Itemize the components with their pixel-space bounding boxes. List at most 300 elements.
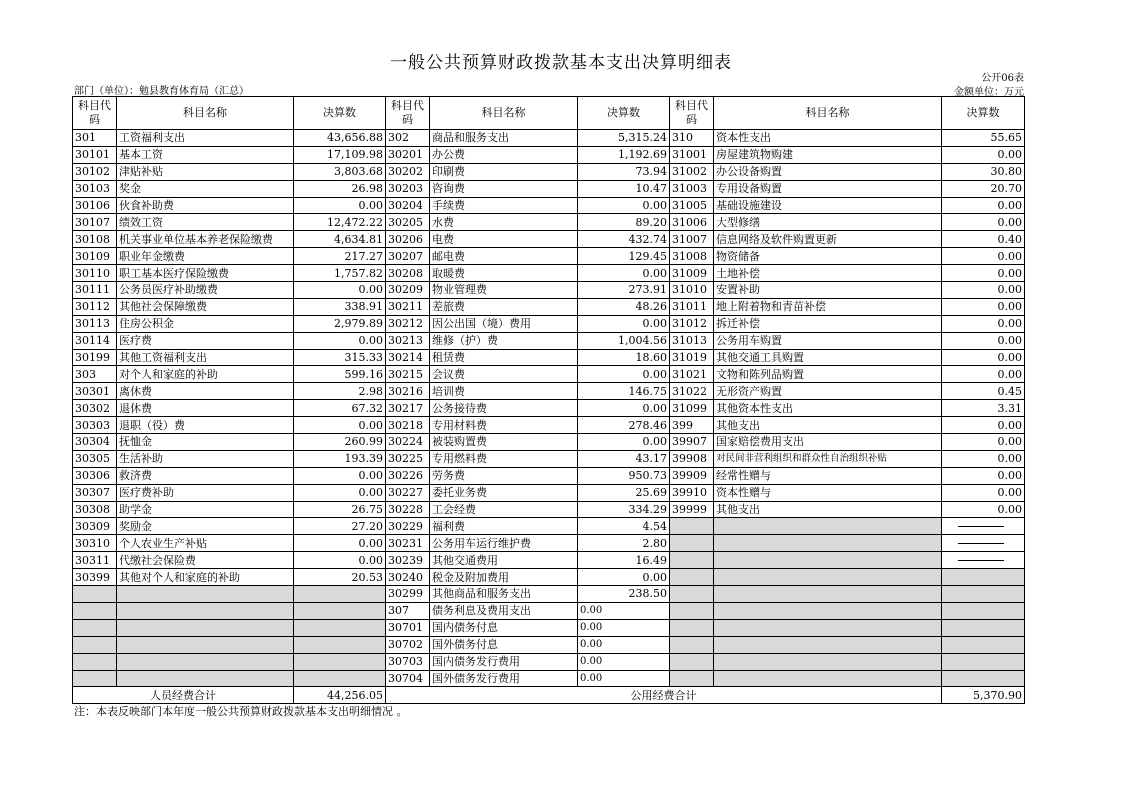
amount-value: 0.00 [578, 315, 670, 332]
amount-value: 260.99 [294, 434, 386, 451]
account-name: 资本性支出 [714, 130, 942, 147]
account-name: 公务用车运行维护费 [430, 535, 578, 552]
account-code: 30228 [386, 501, 430, 518]
amount-value: 12,472.22 [294, 214, 386, 231]
account-code: 31001 [670, 146, 714, 163]
amount-value: 0.00 [578, 653, 670, 670]
account-code: 31008 [670, 248, 714, 265]
account-name: 其他资本性支出 [714, 400, 942, 417]
account-code: 31019 [670, 349, 714, 366]
account-name: 国内债务付息 [430, 619, 578, 636]
amount-value: 18.60 [578, 349, 670, 366]
account-code: 31003 [670, 180, 714, 197]
account-code: 302 [386, 130, 430, 147]
account-code: 30111 [73, 282, 117, 299]
table-row [73, 130, 1025, 147]
account-code: 30113 [73, 315, 117, 332]
account-name: 其他交通费用 [430, 552, 578, 569]
account-code: 30202 [386, 163, 430, 180]
amount-value: 0.00 [942, 501, 1025, 518]
table-row [73, 349, 1025, 366]
account-code: 310 [670, 130, 714, 147]
amount-value: 315.33 [294, 349, 386, 366]
account-name: 税金及附加费用 [430, 569, 578, 586]
account-code: 30226 [386, 467, 430, 484]
account-name: 土地补偿 [714, 265, 942, 282]
account-code: 30302 [73, 400, 117, 417]
account-name: 津贴补贴 [117, 163, 294, 180]
header-name-3: 科目名称 [714, 97, 942, 130]
account-name: 租赁费 [430, 349, 578, 366]
amount-value: 0.00 [942, 467, 1025, 484]
account-name: 债务利息及费用支出 [430, 602, 578, 619]
account-name: 物业管理费 [430, 282, 578, 299]
empty-name-cell [117, 619, 294, 636]
amount-value: 278.46 [578, 417, 670, 434]
account-name: 奖金 [117, 180, 294, 197]
account-code: 301 [73, 130, 117, 147]
account-name: 安置补助 [714, 282, 942, 299]
account-code: 30704 [386, 670, 430, 687]
amount-value: 2,979.89 [294, 315, 386, 332]
account-name: 公务接待费 [430, 400, 578, 417]
table-row [73, 670, 1025, 687]
empty-name-cell [714, 602, 942, 619]
empty-code-cell [73, 653, 117, 670]
amount-value: 1,004.56 [578, 332, 670, 349]
empty-code-cell [670, 619, 714, 636]
account-name: 工资福利支出 [117, 130, 294, 147]
account-code: 30102 [73, 163, 117, 180]
amount-value: 48.26 [578, 298, 670, 315]
account-name: 电费 [430, 231, 578, 248]
empty-name-cell [714, 586, 942, 603]
amount-value: 0.00 [942, 265, 1025, 282]
amount-unit: 金额单位：万元 [954, 87, 1024, 98]
amount-value: 17,109.98 [294, 146, 386, 163]
amount-value: 0.00 [942, 484, 1025, 501]
account-code: 30218 [386, 417, 430, 434]
table-row [73, 180, 1025, 197]
table-row [73, 619, 1025, 636]
empty-name-cell [117, 602, 294, 619]
amount-value: 0.00 [578, 670, 670, 687]
empty-code-cell [670, 569, 714, 586]
account-name: 因公出国（境）费用 [430, 315, 578, 332]
empty-value-cell [942, 552, 1025, 569]
account-code: 30303 [73, 417, 117, 434]
account-name: 退职（役）费 [117, 417, 294, 434]
amount-value: 43.17 [578, 450, 670, 467]
table-row [73, 467, 1025, 484]
empty-code-cell [73, 586, 117, 603]
table-row [73, 535, 1025, 552]
account-code: 31005 [670, 197, 714, 214]
form-number: 公开06表 [981, 73, 1024, 84]
empty-name-cell [714, 670, 942, 687]
account-name: 拆迁补偿 [714, 315, 942, 332]
amount-value: 0.00 [578, 265, 670, 282]
account-name: 地上附着物和青苗补偿 [714, 298, 942, 315]
table-row [73, 265, 1025, 282]
amount-value: 0.00 [294, 282, 386, 299]
amount-value: 1,757.82 [294, 265, 386, 282]
account-code: 30310 [73, 535, 117, 552]
table-row [73, 434, 1025, 451]
account-name: 无形资产购置 [714, 383, 942, 400]
account-name: 培训费 [430, 383, 578, 400]
account-code: 30201 [386, 146, 430, 163]
amount-value: 0.00 [942, 332, 1025, 349]
account-code: 30108 [73, 231, 117, 248]
empty-name-cell [714, 653, 942, 670]
table-row [73, 214, 1025, 231]
amount-value: 193.39 [294, 450, 386, 467]
table-row [73, 602, 1025, 619]
amount-value: 55.65 [942, 130, 1025, 147]
empty-value-cell [294, 619, 386, 636]
empty-value-cell [294, 636, 386, 653]
table-row [73, 518, 1025, 535]
empty-code-cell [670, 670, 714, 687]
account-name: 维修（护）费 [430, 332, 578, 349]
account-name: 专用设备购置 [714, 180, 942, 197]
account-code: 31021 [670, 366, 714, 383]
empty-value-cell [942, 602, 1025, 619]
expenditure-table [72, 96, 1025, 704]
account-code: 30703 [386, 653, 430, 670]
empty-value-cell [294, 653, 386, 670]
table-row [73, 248, 1025, 265]
table-row [73, 501, 1025, 518]
account-code: 31006 [670, 214, 714, 231]
empty-name-cell [714, 552, 942, 569]
amount-value: 146.75 [578, 383, 670, 400]
empty-name-cell [117, 670, 294, 687]
account-code: 30702 [386, 636, 430, 653]
account-name: 福利费 [430, 518, 578, 535]
account-code: 399 [670, 417, 714, 434]
amount-value: 20.70 [942, 180, 1025, 197]
account-code: 30239 [386, 552, 430, 569]
account-code: 30214 [386, 349, 430, 366]
empty-code-cell [73, 636, 117, 653]
account-code: 30399 [73, 569, 117, 586]
account-code: 30225 [386, 450, 430, 467]
amount-value: 30.80 [942, 163, 1025, 180]
amount-value: 1,192.69 [578, 146, 670, 163]
empty-value-cell [942, 653, 1025, 670]
table-header-row [73, 97, 1025, 130]
amount-value: 89.20 [578, 214, 670, 231]
account-code: 30229 [386, 518, 430, 535]
amount-value: 10.47 [578, 180, 670, 197]
account-code: 303 [73, 366, 117, 383]
account-code: 30101 [73, 146, 117, 163]
account-code: 30205 [386, 214, 430, 231]
account-name: 房屋建筑物购建 [714, 146, 942, 163]
amount-value: 2.98 [294, 383, 386, 400]
amount-value: 0.00 [942, 434, 1025, 451]
personnel-total-label: 人员经费合计 [73, 687, 294, 704]
empty-code-cell [670, 552, 714, 569]
table-row [73, 366, 1025, 383]
account-name: 退休费 [117, 400, 294, 417]
amount-value: 334.29 [578, 501, 670, 518]
account-name: 水费 [430, 214, 578, 231]
account-name: 国外债务付息 [430, 636, 578, 653]
account-code: 30103 [73, 180, 117, 197]
account-name: 其他工资福利支出 [117, 349, 294, 366]
empty-name-cell [714, 518, 942, 535]
table-row [73, 282, 1025, 299]
account-name: 代缴社会保险费 [117, 552, 294, 569]
account-code: 30701 [386, 619, 430, 636]
account-name: 国家赔偿费用支出 [714, 434, 942, 451]
empty-code-cell [670, 518, 714, 535]
empty-name-cell [714, 619, 942, 636]
table-row [73, 484, 1025, 501]
account-name: 基本工资 [117, 146, 294, 163]
header-name-1: 科目名称 [117, 97, 294, 130]
amount-value: 0.00 [294, 552, 386, 569]
account-name: 取暖费 [430, 265, 578, 282]
account-name: 文物和陈列品购置 [714, 366, 942, 383]
account-name: 办公费 [430, 146, 578, 163]
table-row [73, 146, 1025, 163]
account-name: 职业年金缴费 [117, 248, 294, 265]
empty-value-cell [942, 619, 1025, 636]
amount-value: 0.00 [942, 248, 1025, 265]
table-row [73, 569, 1025, 586]
account-name: 手续费 [430, 197, 578, 214]
amount-value: 0.00 [294, 197, 386, 214]
public-total-label: 公用经费合计 [386, 687, 942, 704]
account-name: 奖励金 [117, 518, 294, 535]
account-name: 医疗费补助 [117, 484, 294, 501]
amount-value: 0.00 [578, 197, 670, 214]
account-code: 30309 [73, 518, 117, 535]
header-code-2: 科目代码 [386, 97, 430, 130]
amount-value: 0.00 [942, 366, 1025, 383]
table-row [73, 315, 1025, 332]
amount-value: 217.27 [294, 248, 386, 265]
amount-value: 338.91 [294, 298, 386, 315]
account-name: 基础设施建设 [714, 197, 942, 214]
account-name: 其他支出 [714, 501, 942, 518]
amount-value: 0.00 [578, 400, 670, 417]
account-code: 39908 [670, 450, 714, 467]
empty-value-cell [294, 586, 386, 603]
amount-value: 0.45 [942, 383, 1025, 400]
account-code: 31009 [670, 265, 714, 282]
account-name: 国外债务发行费用 [430, 670, 578, 687]
account-code: 31013 [670, 332, 714, 349]
account-code: 30110 [73, 265, 117, 282]
table-row [73, 332, 1025, 349]
amount-value: 0.40 [942, 231, 1025, 248]
account-code: 31022 [670, 383, 714, 400]
amount-value: 0.00 [294, 467, 386, 484]
table-row [73, 400, 1025, 417]
account-name: 对民间非营利组织和群众性自治组织补贴 [714, 450, 942, 467]
account-code: 30209 [386, 282, 430, 299]
empty-code-cell [670, 535, 714, 552]
header-code-3: 科目代码 [670, 97, 714, 130]
account-code: 30311 [73, 552, 117, 569]
dash-line [958, 560, 1004, 561]
account-name: 咨询费 [430, 180, 578, 197]
empty-value-cell [294, 670, 386, 687]
header-code-1: 科目代码 [73, 97, 117, 130]
account-code: 30299 [386, 586, 430, 603]
account-name: 资本性赠与 [714, 484, 942, 501]
account-name: 大型修缮 [714, 214, 942, 231]
account-code: 30301 [73, 383, 117, 400]
account-name: 办公设备购置 [714, 163, 942, 180]
amount-value: 26.98 [294, 180, 386, 197]
amount-value: 0.00 [942, 417, 1025, 434]
table-row [73, 636, 1025, 653]
account-code: 31011 [670, 298, 714, 315]
table-row [73, 197, 1025, 214]
table-row [73, 298, 1025, 315]
account-code: 30307 [73, 484, 117, 501]
amount-value: 26.75 [294, 501, 386, 518]
account-name: 个人农业生产补贴 [117, 535, 294, 552]
account-name: 住房公积金 [117, 315, 294, 332]
empty-code-cell [670, 653, 714, 670]
amount-value: 0.00 [294, 332, 386, 349]
amount-value: 0.00 [942, 315, 1025, 332]
account-code: 39999 [670, 501, 714, 518]
account-name: 公务用车购置 [714, 332, 942, 349]
account-code: 30305 [73, 450, 117, 467]
amount-value: 0.00 [942, 450, 1025, 467]
header-value-2: 决算数 [578, 97, 670, 130]
account-code: 30107 [73, 214, 117, 231]
public-total-value: 5,370.90 [942, 687, 1025, 704]
amount-value: 0.00 [294, 484, 386, 501]
amount-value: 16.49 [578, 552, 670, 569]
table-row [73, 653, 1025, 670]
account-code: 30199 [73, 349, 117, 366]
amount-value: 2.80 [578, 535, 670, 552]
account-code: 30231 [386, 535, 430, 552]
account-name: 被装购置费 [430, 434, 578, 451]
amount-value: 43,656.88 [294, 130, 386, 147]
account-code: 30203 [386, 180, 430, 197]
account-name: 其他交通工具购置 [714, 349, 942, 366]
account-name: 信息网络及软件购置更新 [714, 231, 942, 248]
amount-value: 0.00 [942, 214, 1025, 231]
personnel-total-value: 44,256.05 [294, 687, 386, 704]
account-name: 医疗费 [117, 332, 294, 349]
account-name: 其他社会保障缴费 [117, 298, 294, 315]
account-name: 国内债务发行费用 [430, 653, 578, 670]
account-name: 会议费 [430, 366, 578, 383]
account-code: 39910 [670, 484, 714, 501]
amount-value: 3.31 [942, 400, 1025, 417]
account-code: 30207 [386, 248, 430, 265]
header-name-2: 科目名称 [430, 97, 578, 130]
amount-value: 0.00 [942, 282, 1025, 299]
account-code: 31002 [670, 163, 714, 180]
account-name: 其他商品和服务支出 [430, 586, 578, 603]
amount-value: 0.00 [578, 636, 670, 653]
empty-code-cell [73, 602, 117, 619]
account-code: 30204 [386, 197, 430, 214]
account-code: 30215 [386, 366, 430, 383]
amount-value: 950.73 [578, 467, 670, 484]
account-name: 委托业务费 [430, 484, 578, 501]
table-row [73, 552, 1025, 569]
account-name: 印刷费 [430, 163, 578, 180]
header-value-3: 决算数 [942, 97, 1025, 130]
account-code: 30106 [73, 197, 117, 214]
dash-line [958, 543, 1004, 544]
amount-value: 0.00 [578, 366, 670, 383]
dash-line [958, 526, 1004, 527]
account-code: 30306 [73, 467, 117, 484]
account-name: 救济费 [117, 467, 294, 484]
account-code: 31012 [670, 315, 714, 332]
account-code: 30216 [386, 383, 430, 400]
account-code: 30208 [386, 265, 430, 282]
account-name: 伙食补助费 [117, 197, 294, 214]
account-name: 差旅费 [430, 298, 578, 315]
account-code: 30304 [73, 434, 117, 451]
account-name: 绩效工资 [117, 214, 294, 231]
account-name: 邮电费 [430, 248, 578, 265]
amount-value: 3,803.68 [294, 163, 386, 180]
empty-value-cell [942, 670, 1025, 687]
empty-code-cell [73, 619, 117, 636]
empty-value-cell [942, 586, 1025, 603]
account-code: 31099 [670, 400, 714, 417]
amount-value: 27.20 [294, 518, 386, 535]
account-name: 生活补助 [117, 450, 294, 467]
account-code: 30224 [386, 434, 430, 451]
table-row [73, 231, 1025, 248]
empty-value-cell [942, 636, 1025, 653]
empty-code-cell [73, 670, 117, 687]
header-value-1: 决算数 [294, 97, 386, 130]
amount-value: 73.94 [578, 163, 670, 180]
amount-value: 0.00 [942, 298, 1025, 315]
account-code: 30240 [386, 569, 430, 586]
account-code: 307 [386, 602, 430, 619]
empty-code-cell [670, 636, 714, 653]
account-code: 30109 [73, 248, 117, 265]
empty-name-cell [117, 653, 294, 670]
empty-name-cell [714, 636, 942, 653]
amount-value: 4,634.81 [294, 231, 386, 248]
account-name: 劳务费 [430, 467, 578, 484]
account-code: 30213 [386, 332, 430, 349]
amount-value: 20.53 [294, 569, 386, 586]
amount-value: 273.91 [578, 282, 670, 299]
account-name: 离休费 [117, 383, 294, 400]
account-name: 商品和服务支出 [430, 130, 578, 147]
amount-value: 67.32 [294, 400, 386, 417]
empty-code-cell [670, 602, 714, 619]
empty-value-cell [942, 569, 1025, 586]
amount-value: 0.00 [942, 146, 1025, 163]
amount-value: 0.00 [942, 197, 1025, 214]
account-code: 30211 [386, 298, 430, 315]
account-name: 经常性赠与 [714, 467, 942, 484]
